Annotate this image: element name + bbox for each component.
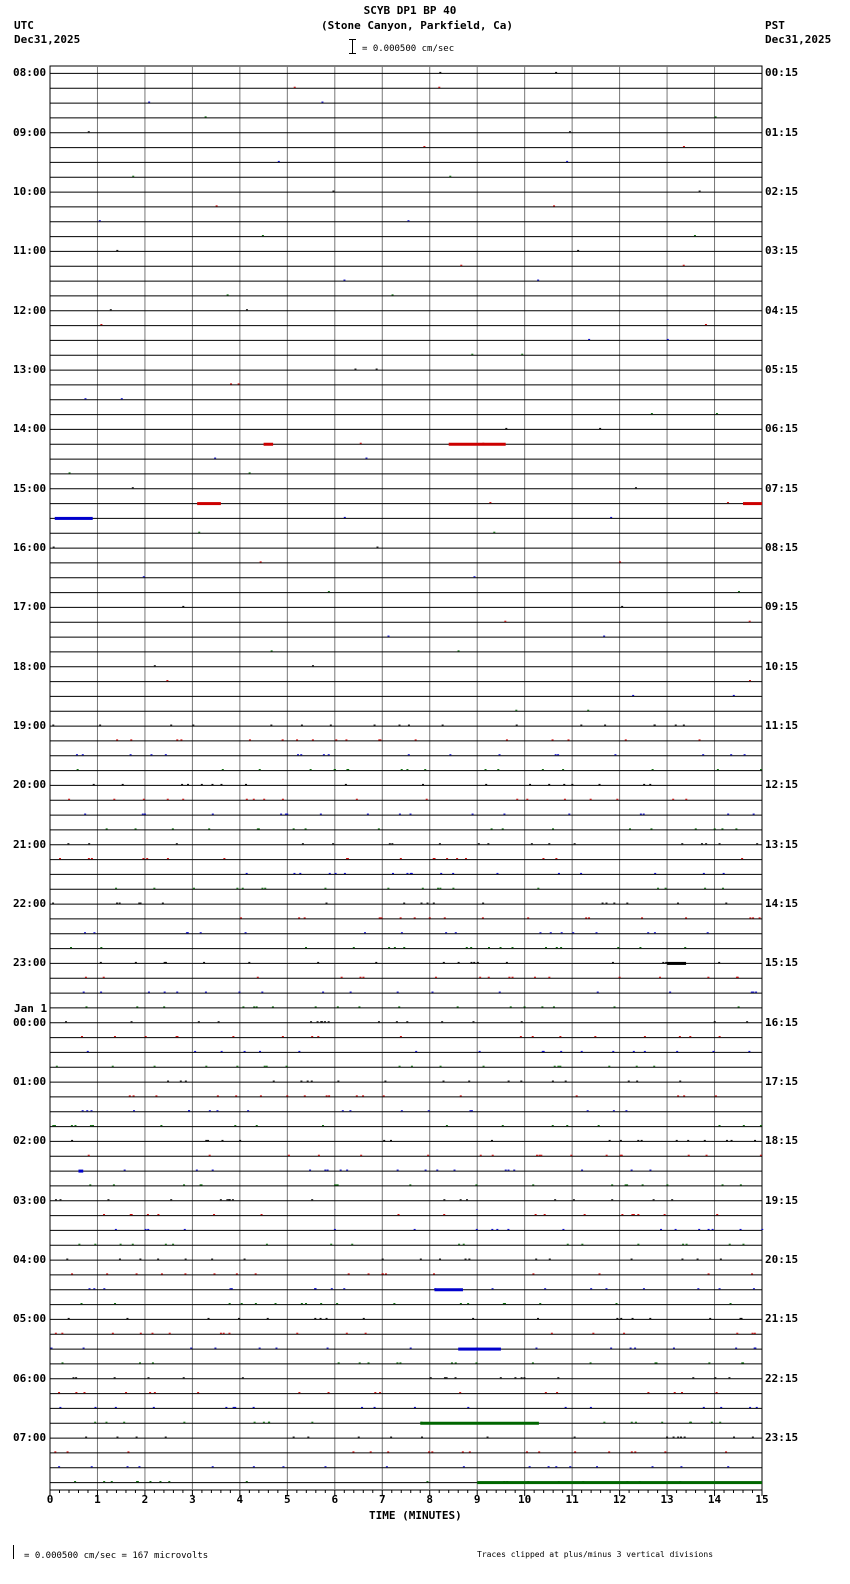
- left-timezone: UTC: [14, 19, 34, 32]
- left-hour-label: 07:00: [13, 1431, 47, 1445]
- right-hour-label: 20:15: [765, 1253, 799, 1267]
- left-hour-label: 17:00: [13, 600, 47, 614]
- footer-scale-icon: [13, 1545, 14, 1559]
- event-5: [667, 962, 686, 965]
- x-tick-label-10: 10: [518, 1493, 532, 1506]
- station-title: SCYB DP1 BP 40: [363, 4, 457, 17]
- left-hour-label: 12:00: [13, 303, 47, 317]
- event-1: [449, 443, 506, 446]
- right-hour-label: 23:15: [765, 1431, 799, 1445]
- left-hour-label: 02:00: [13, 1134, 47, 1148]
- left-hour-label: 11:00: [13, 244, 47, 258]
- right-hour-label: 08:15: [765, 541, 799, 555]
- x-tick-label-14: 14: [707, 1493, 722, 1506]
- x-tick-label-11: 11: [565, 1493, 579, 1506]
- right-hour-label: 13:15: [765, 837, 799, 851]
- right-hour-label: 18:15: [765, 1134, 799, 1148]
- left-hour-label: 19:00: [13, 719, 47, 733]
- right-hour-label: 03:15: [765, 244, 799, 258]
- right-hour-label: 16:15: [765, 1015, 799, 1029]
- event-7: [434, 1288, 462, 1291]
- trace-lines: [50, 72, 763, 1482]
- x-tick-label-1: 1: [94, 1493, 101, 1506]
- event-8: [458, 1348, 501, 1351]
- date-change-label: Jan 1: [14, 1002, 48, 1015]
- x-tick-label-4: 4: [236, 1493, 244, 1506]
- right-hour-label: 06:15: [765, 422, 799, 436]
- left-hour-label: 20:00: [13, 778, 47, 792]
- event-6: [78, 1170, 83, 1173]
- right-hour-label: 00:15: [765, 66, 799, 80]
- right-hour-label: 11:15: [765, 719, 799, 733]
- left-hour-label: 06:00: [13, 1371, 47, 1385]
- left-hour-label: 13:00: [13, 363, 47, 377]
- x-tick-label-9: 9: [473, 1493, 481, 1506]
- left-hour-label: 15:00: [13, 481, 47, 495]
- left-date: Dec31,2025: [14, 33, 81, 46]
- right-hour-label: 15:15: [765, 956, 799, 970]
- x-tick-label-13: 13: [660, 1493, 674, 1506]
- left-hour-label: 22:00: [13, 897, 47, 911]
- left-hour-label: 10:00: [13, 185, 47, 199]
- left-hour-label: 05:00: [13, 1312, 47, 1326]
- x-tick-label-15: 15: [755, 1493, 769, 1506]
- left-hour-label: 08:00: [13, 66, 47, 80]
- station-location: (Stone Canyon, Parkfield, Ca): [320, 19, 514, 32]
- right-timezone: PST: [765, 19, 785, 32]
- right-hour-label: 05:15: [765, 363, 799, 377]
- plot-grid: [50, 66, 762, 1490]
- right-hour-label: 02:15: [765, 185, 799, 199]
- left-hour-label: 03:00: [13, 1193, 47, 1207]
- right-hour-label: 21:15: [765, 1312, 799, 1326]
- right-hour-label: 12:15: [765, 778, 799, 792]
- left-hour-label: 01:00: [13, 1075, 47, 1089]
- right-hour-label: 04:15: [765, 303, 799, 317]
- footer-scale-text: = 0.000500 cm/sec = 167 microvolts: [24, 1551, 209, 1561]
- right-date: Dec31,2025: [765, 33, 832, 46]
- event-2: [197, 502, 221, 505]
- x-tick-label-6: 6: [331, 1493, 339, 1506]
- x-tick-label-5: 5: [284, 1493, 291, 1506]
- left-hour-label: 18:00: [13, 659, 47, 673]
- event-4: [55, 517, 93, 520]
- left-hour-label: 16:00: [13, 541, 47, 555]
- x-tick-label-7: 7: [378, 1493, 386, 1506]
- left-hour-label: 00:00: [13, 1015, 47, 1029]
- event-3: [743, 502, 762, 505]
- right-hour-label: 09:15: [765, 600, 799, 614]
- x-tick-label-0: 0: [46, 1493, 54, 1506]
- event-9: [420, 1422, 539, 1425]
- left-hour-label: 04:00: [13, 1253, 47, 1267]
- clip-note: Traces clipped at plus/minus 3 vertical divisions: [477, 1550, 714, 1559]
- right-hour-label: 17:15: [765, 1075, 799, 1089]
- right-hour-label: 07:15: [765, 481, 799, 495]
- right-hour-label: 22:15: [765, 1371, 799, 1385]
- left-hour-label: 21:00: [13, 837, 47, 851]
- x-axis-label: TIME (MINUTES): [369, 1509, 462, 1522]
- event-0: [264, 443, 273, 446]
- x-tick-label-3: 3: [189, 1493, 196, 1506]
- x-tick-label-8: 8: [426, 1493, 434, 1506]
- plot-frame: [50, 66, 762, 1490]
- left-hour-label: 23:00: [13, 956, 47, 970]
- right-hour-label: 10:15: [765, 659, 799, 673]
- x-tick-label-12: 12: [612, 1493, 627, 1506]
- event-10: [477, 1481, 762, 1484]
- scale-text: = 0.000500 cm/sec: [362, 44, 455, 54]
- right-hour-label: 14:15: [765, 897, 799, 911]
- left-hour-label: 09:00: [13, 125, 47, 139]
- left-hour-label: 14:00: [13, 422, 47, 436]
- right-hour-label: 19:15: [765, 1193, 799, 1207]
- right-hour-label: 01:15: [765, 125, 799, 139]
- x-tick-label-2: 2: [141, 1493, 149, 1506]
- x-axis: [47, 1490, 769, 1506]
